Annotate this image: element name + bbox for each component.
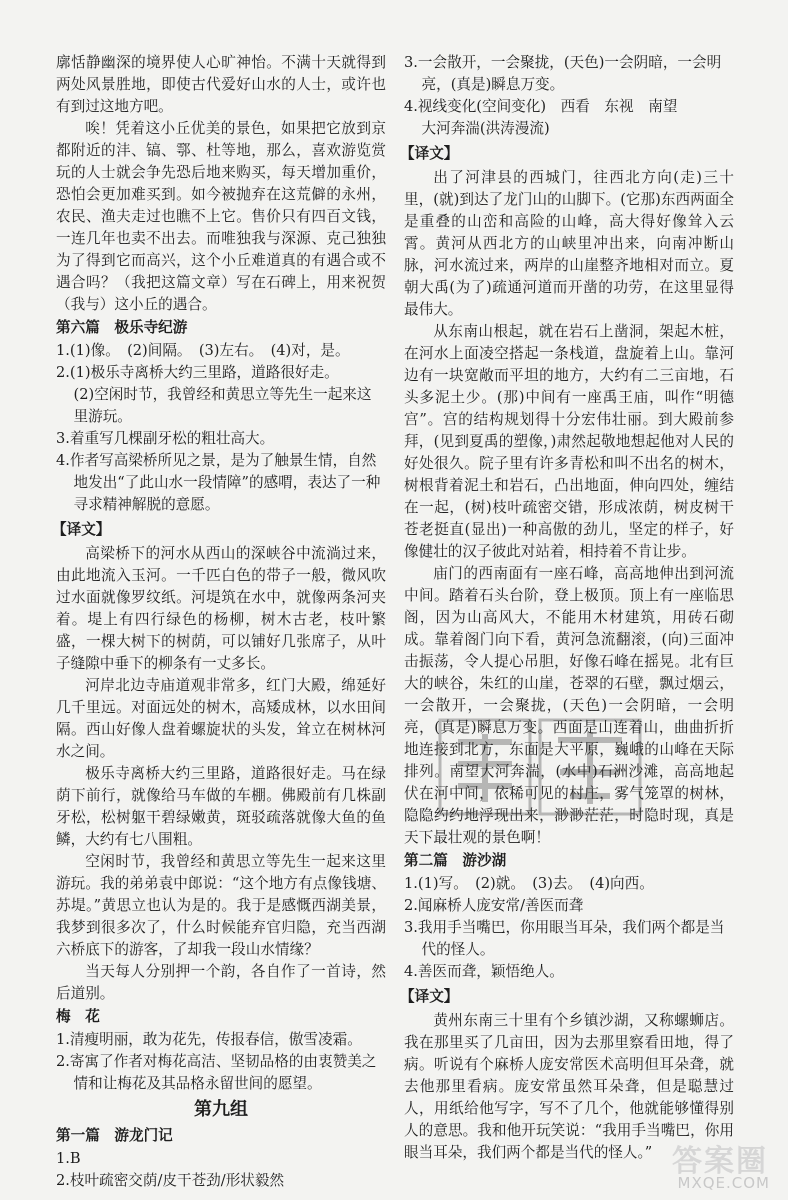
section-title: 第一篇 游龙门记 (56, 1127, 173, 1144)
answer-item: 大河奔湍(洪涛漫流) (421, 120, 550, 137)
answer-item: 1.(1)写。 (2)就。 (3)去。 (4)向西。 (404, 875, 654, 892)
answer-item: 1.B (56, 1150, 81, 1167)
answer-item: 4.视线变化(空间变化) 西看 东视 南望 (404, 98, 678, 115)
paragraph: 唉！凭着这小丘优美的景色，如果把它放到京都附近的沣、镐、鄠、杜等地，那么，喜欢游览赏玩的人士就会争先恐后地来购买，每天增加重价，恐怕会更加难买到。如今被抛弃在这荒僻的永州，农民、渔夫走过也瞧不上它。售价只有四百文钱，一连几年也卖不出去。而唯独我与深源、克己独独为了得到它而高兴，这个小丘难道真的有遇合或不遇合吗？（我把这篇文章）写在石碑上，用来祝贺（我与）这小丘的遇合。 (56, 120, 386, 313)
translation-label: 【译文】 (52, 521, 111, 538)
answer-item: 2.(1)极乐寺离桥大约三里路，道路很好走。 (56, 364, 339, 381)
right-column (400, 52, 734, 1164)
section-title: 梅 花 (56, 1008, 100, 1025)
answer-item: 3.一会散开，一会聚拢，(天色)一会阴暗，一会明亮，(真是)瞬息万变。 (404, 54, 722, 93)
translation-paragraph: 从东南山根起，就在岩石上凿洞，架起木桩，在河水上面凌空搭起一条栈道，盘旋着上山。靠河边有一块宽敞而平坦的地方，大约有二三亩地，石头多泥土少。(那)中间有一座禹王庙，叫作“明德宫”。宫的结构规划得十分宏伟壮丽。到大殿前参拜，(见到夏禹的塑像，)肃然起敬地想起他对人民的好处很久。院子里有许多青松和叫不出名的树木，树根背着泥土和岩石，凸出地面，伸向四处，缠结在一起，(树)枝叶疏密交错，形成浓荫，树皮树干苍老挺直(显出)一种高傲的劲儿，坚定的样子，好像健壮的汉子彼此对站着，相持着不肯让步。 (404, 323, 734, 560)
answer-item: (2)空闲时节，我曾经和黄思立等先生一起来这里游玩。 (73, 386, 372, 425)
translation-paragraph: 河岸北边寺庙道观非常多，红门大殿，绵延好几千里远。对面远处的树木，高矮成林，以水田间隔。西山好像人盘着螺旋状的头发，耸立在树林河水之间。 (56, 677, 386, 760)
translation-paragraph: 空闲时节，我曾经和黄思立等先生一起来这里游玩。我的弟弟袁中郎说：“这个地方有点像钱塘、苏堤。”黄思立也认为是的。我于是感慨西湖美景，我梦到很多次了，什么时候能弃官归隐，充当西湖六桥底下的游客，了却我一段山水情缘？ (56, 853, 386, 958)
answer-item: 4.善医而聋，颖悟绝人。 (404, 963, 564, 980)
section-title: 第六篇 极乐寺纪游 (56, 319, 188, 336)
answer-item: 3.着重写几棵副牙松的粗壮高大。 (56, 430, 275, 447)
answer-item: 2.枝叶疏密交荫/皮干苍劲/形状毅然 (56, 1172, 285, 1189)
answer-item: 4.作者写高梁桥所见之景，是为了触景生情，自然地发出“了此山水一段情障”的感喟，表达了一种寻求精神解脱的意愿。 (56, 452, 381, 513)
answer-item: 1.(1)像。 (2)间隔。 (3)左右。 (4)对，是。 (56, 342, 350, 359)
group-title: 第九组 (194, 1099, 248, 1120)
translation-paragraph: 庙门的西南面有一座石峰，高高地伸出到河流中间。踏着石头台阶，登上极顶。顶上有一座临思阁，因为山高风大，不能用木材建筑，用砖石砌成。靠着阁门向下看，黄河急流翻滚，(向)三面冲击振荡，令人提心吊胆，好像石峰在摇晃。北有巨大的峡谷，朱红的山崖，苍翠的石壁，飘过烟云，一会散开，一会聚拢，(天色)一会阴暗，一会明亮，(真是)瞬息万变。西面是山连着山，曲曲折折地连接到北方，东面是大平原，巍峨的山峰在天际排列。南望大河奔湍，(水中)石洲沙滩，高高地起伏在河中间，依稀可见的村庄，雾气笼罩的树林，隐隐约约地浮现出来，渺渺茫茫，时隐时现，真是天下最壮观的景色啊！ (404, 565, 734, 846)
translation-paragraph: 极乐寺离桥大约三里路，道路很好走。马在绿荫下前行，就像给马车做的车棚。佛殿前有几株副牙松，松树躯干碧绿嫩黄，斑驳疏落就像大鱼的鱼鳞，大约有七八围粗。 (56, 765, 386, 848)
answer-item: 1.清瘦明丽，敢为花先，传报春信，傲雪凌霜。 (56, 1031, 362, 1048)
translation-paragraph: 黄州东南三十里有个乡镇沙湖，又称螺蛳店。我在那里买了几亩田，因为去那里察看田地，得了病。听说有个麻桥人庞安常医术高明但耳朵聋，就去他那里看病。庞安常虽然耳朵聋，但是聪慧过人，用纸给他写字，写不了几个，他就能够懂得别人的意思。我和他开玩笑说：“我用手当嘴巴，你用眼当耳朵，我们两个都是当代的怪人。” (404, 1012, 734, 1161)
translation-paragraph: 出了河津县的西城门，往西北方向(走)三十里，(就)到达了龙门山的山脚下。(它那)东西两面全是重叠的山峦和高险的山峰，高大得好像耸入云霄。黄河从西北方的山峡里冲出来，向南冲断山脉，河水流过来，两岸的山崖整齐地相对而立。夏朝大禹(为了)疏通河道而开凿的功劳，在这里显得最伟大。 (404, 169, 734, 318)
watermark-logo: 答案圈 (672, 1144, 768, 1179)
translation-label: 【译文】 (400, 988, 459, 1005)
answer-item: 3.我用手当嘴巴，你用眼当耳朵，我们两个都是当代的怪人。 (404, 919, 725, 958)
translation-label: 【译文】 (400, 145, 459, 162)
translation-paragraph: 高梁桥下的河水从西山的深峡谷中流淌过来，由此地流入玉河。一千匹白色的带子一般，微风吹过水面就像罗纹纸。河堤筑在水中，就像两条河夹着。堤上有四行绿色的杨柳，树木古老，枝叶繁盛，一棵大树下的树荫，可以铺好几张席子，从叶子缝隙中垂下的柳条有一丈多长。 (56, 545, 386, 672)
answer-item: 2.寄寓了作者对梅花高洁、坚韧品格的由衷赞美之情和让梅花及其品格永留世间的愿望。 (56, 1053, 377, 1092)
watermark (634, 1136, 774, 1192)
paragraph: 廓恬静幽深的境界使人心旷神怡。不满十天就得到两处风景胜地，即使古代爱好山水的人士，或许也有到过这地方吧。 (56, 54, 386, 115)
watermark-url: MXQE.COM (677, 1174, 770, 1192)
section-title: 第二篇 游沙湖 (404, 852, 507, 869)
left-column (52, 52, 386, 1192)
stamp-graphic (430, 712, 650, 822)
translation-paragraph: 当天每人分别押一个韵，各自作了一首诗，然后道别。 (56, 963, 386, 1002)
answer-item: 2.闻麻桥人庞安常/善医而聋 (404, 897, 584, 914)
